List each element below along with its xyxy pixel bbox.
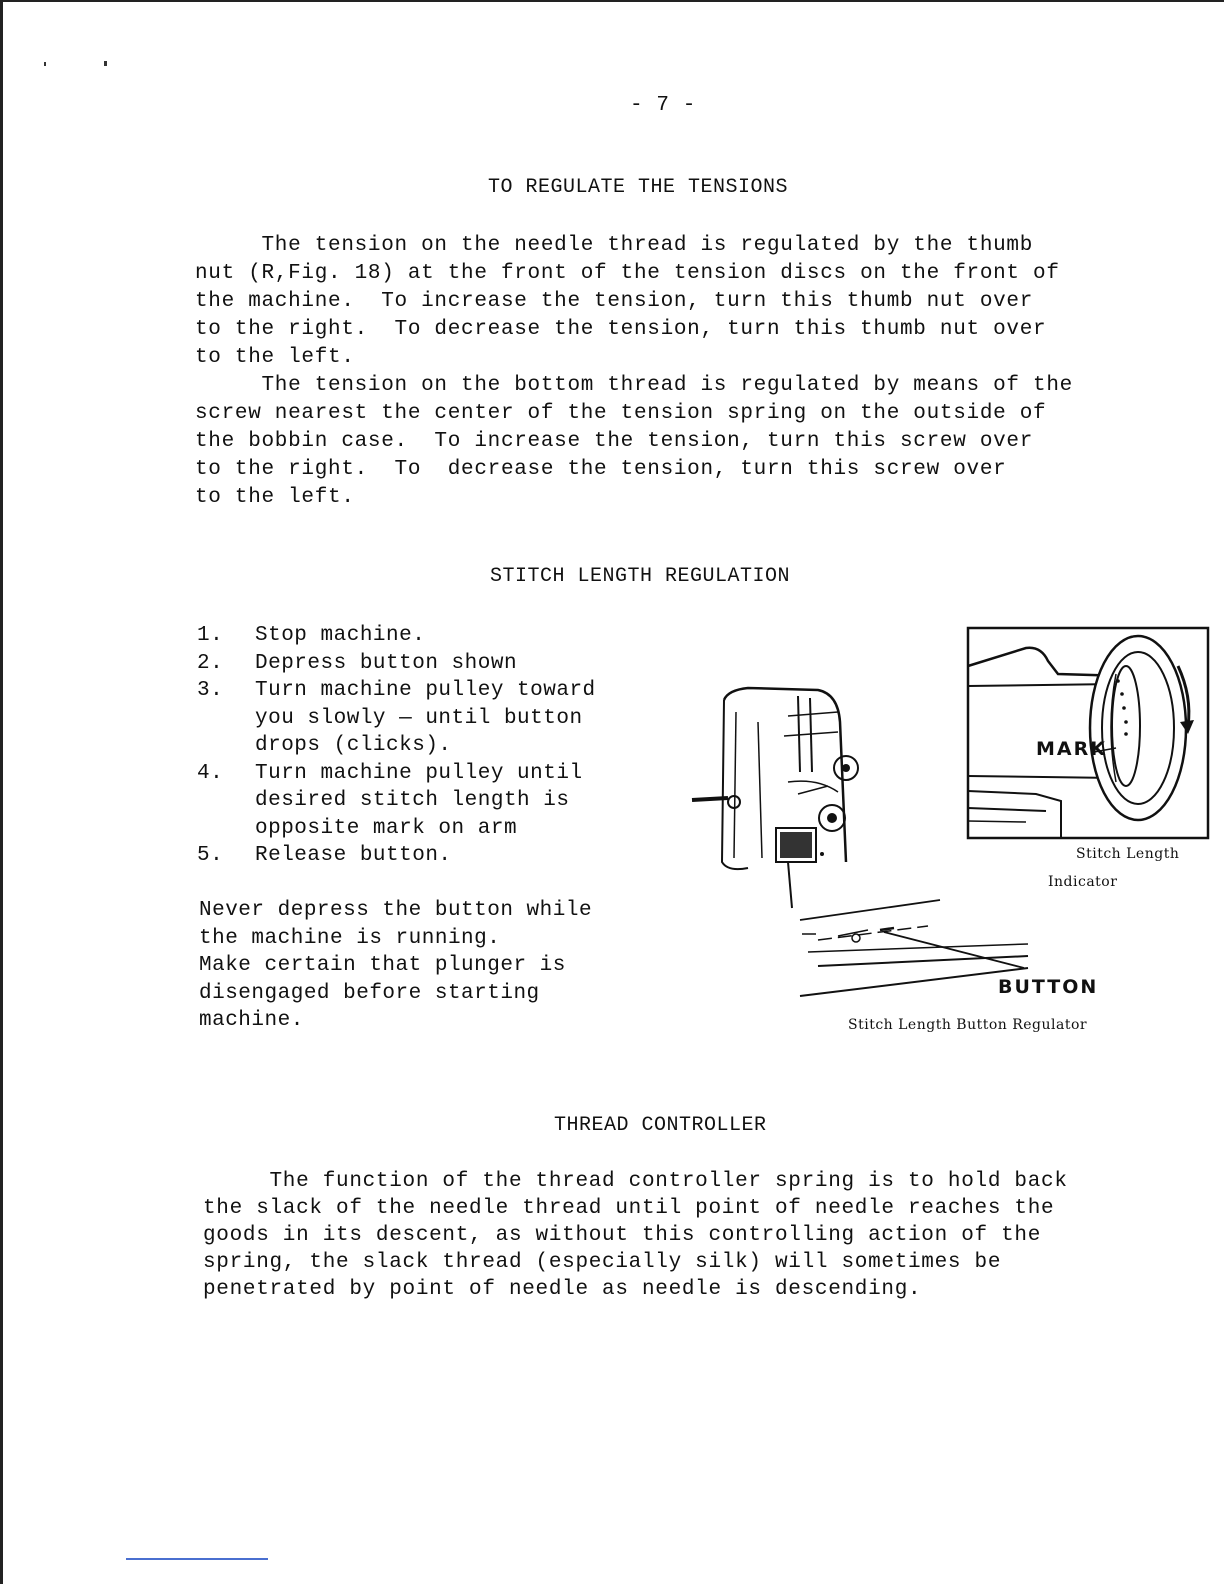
text-line: the machine is running. bbox=[199, 926, 501, 950]
step-text: Turn machine pulley toward you slowly — until button drops (clicks). bbox=[255, 679, 596, 757]
list-item bbox=[197, 677, 596, 760]
scan-speck bbox=[104, 61, 107, 66]
text-line: nut (R,Fig. 18) at the front of the tension discs on the front of bbox=[195, 262, 1060, 285]
stitch-steps-list bbox=[197, 622, 596, 870]
text-line: the slack of the needle thread until point of needle reaches the bbox=[203, 1197, 1055, 1220]
footer-rule bbox=[126, 1558, 268, 1560]
step-number: 3. bbox=[197, 679, 224, 702]
list-item bbox=[197, 650, 596, 678]
text-line: the bobbin case. To increase the tension, turn this screw over bbox=[195, 430, 1034, 453]
text-line: screw nearest the center of the tension spring on the outside of bbox=[195, 402, 1047, 425]
text-line: disengaged before starting bbox=[199, 981, 540, 1005]
scan-edge-top bbox=[0, 0, 1224, 2]
list-item bbox=[197, 622, 596, 650]
warning-note bbox=[199, 897, 592, 1035]
step-number: 2. bbox=[197, 651, 224, 675]
text-line: to the right. To decrease the tension, turn this thumb nut over bbox=[195, 318, 1047, 341]
text-line: penetrated by point of needle as needle is descending. bbox=[203, 1278, 922, 1301]
text-line: to the left. bbox=[195, 486, 355, 509]
text-line: spring, the slack thread (especially silk) will sometimes be bbox=[203, 1251, 1002, 1274]
text-line: machine. bbox=[199, 1009, 304, 1032]
indicator-caption-line1: Stitch Length bbox=[1076, 846, 1180, 862]
text-line: Make certain that plunger is bbox=[199, 954, 566, 977]
thread-controller-paragraph bbox=[203, 1168, 1193, 1303]
step-number: 5. bbox=[197, 844, 224, 867]
section-heading-tensions: TO REGULATE THE TENSIONS bbox=[488, 176, 789, 199]
stitch-length-button-regulator-illustration bbox=[688, 682, 1040, 1002]
text-line: goods in its descent, as without this controlling action of the bbox=[203, 1224, 1042, 1247]
section-heading-thread-controller: THREAD CONTROLLER bbox=[554, 1114, 767, 1137]
step-text: Turn machine pulley until desired stitch length is opposite mark on arm bbox=[255, 761, 583, 840]
tensions-paragraph bbox=[195, 232, 1185, 512]
text-line: The tension on the bottom thread is regulated by means of the bbox=[195, 374, 1073, 397]
regulator-caption: Stitch Length Button Regulator bbox=[848, 1017, 1088, 1033]
step-number: 4. bbox=[197, 761, 224, 785]
scan-edge-left bbox=[0, 0, 3, 1584]
text-line: to the left. bbox=[195, 346, 355, 369]
indicator-caption-line2: Indicator bbox=[1048, 874, 1118, 890]
text-line: the machine. To increase the tension, turn this thumb nut over bbox=[195, 290, 1034, 313]
step-text: Depress button shown bbox=[255, 651, 518, 675]
button-label: BUTTON bbox=[998, 976, 1099, 998]
list-item bbox=[197, 842, 596, 870]
step-text: Stop machine. bbox=[255, 624, 426, 647]
text-line: The tension on the needle thread is regulated by the thumb bbox=[195, 234, 1034, 257]
text-line: to the right. To decrease the tension, turn this screw over bbox=[195, 458, 1007, 481]
section-heading-stitch-length: STITCH LENGTH REGULATION bbox=[490, 565, 791, 588]
mark-label: MARK bbox=[1036, 738, 1107, 760]
step-text: Release button. bbox=[255, 844, 452, 867]
scan-speck bbox=[44, 62, 46, 66]
list-item bbox=[197, 760, 596, 843]
step-number: 1. bbox=[197, 624, 224, 647]
page-number: - 7 - bbox=[630, 94, 697, 117]
text-line: The function of the thread controller spring is to hold back bbox=[203, 1170, 1068, 1193]
text-line: Never depress the button while bbox=[199, 899, 593, 922]
